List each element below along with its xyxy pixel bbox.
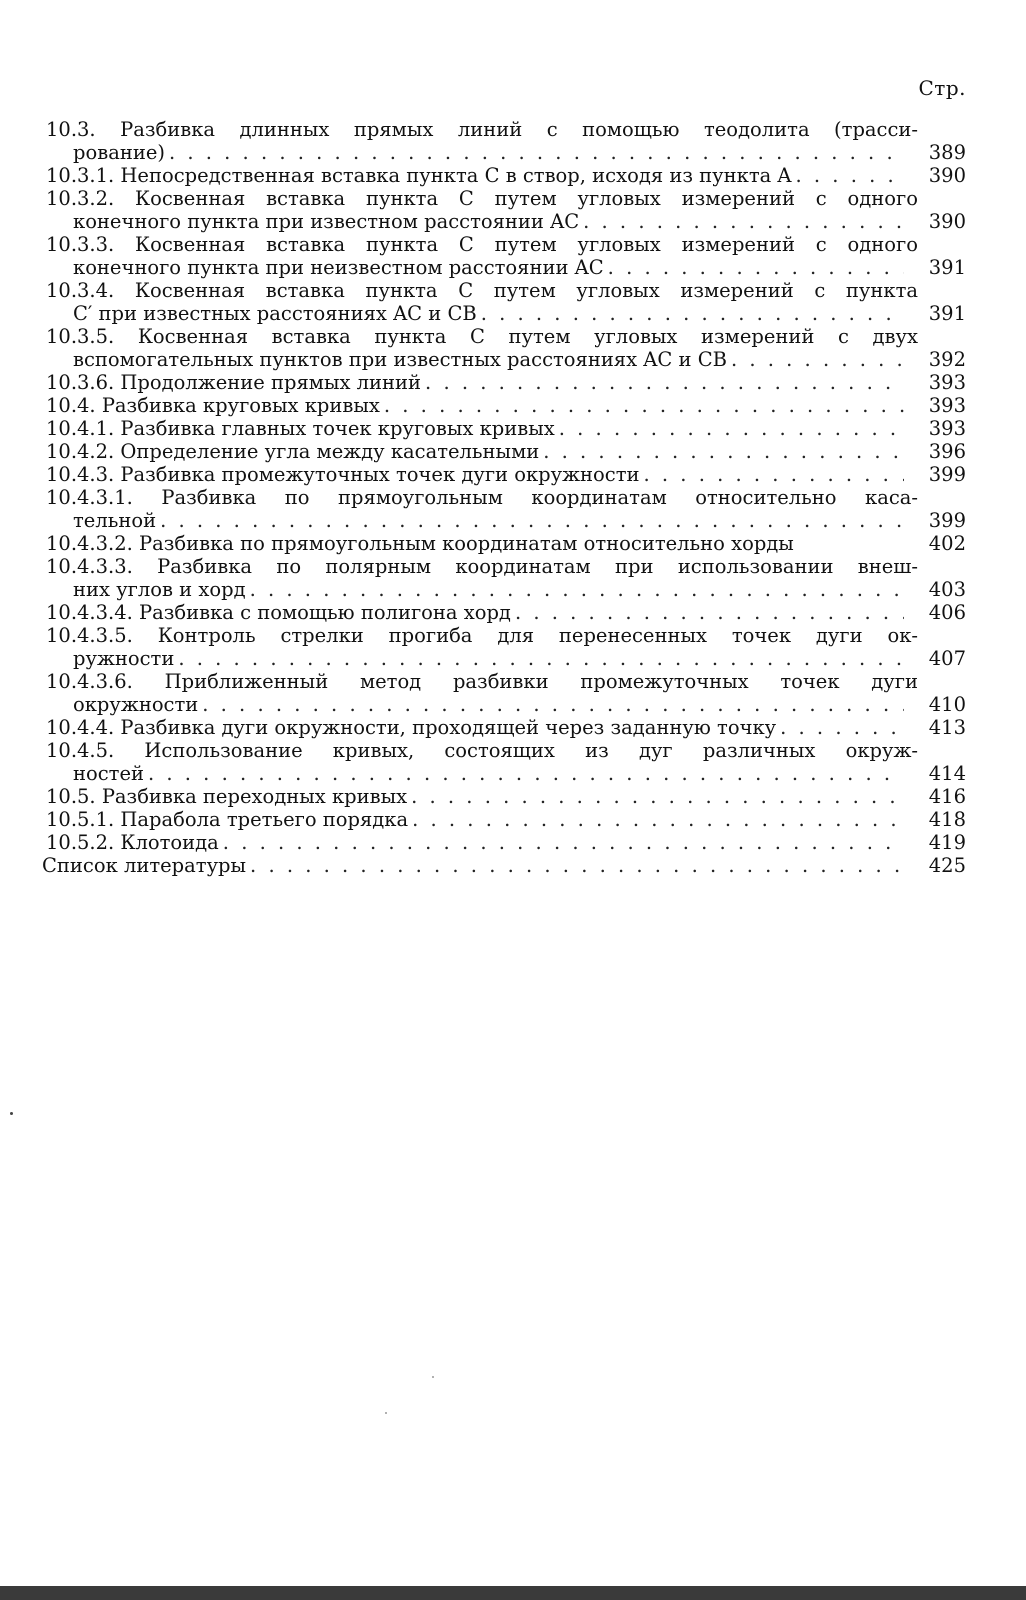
stray-mark (10, 1112, 13, 1115)
toc-entry-title-line: 10.3.2. Косвенная вставка пункта C путем угловых измерений с одного (46, 187, 918, 210)
scan-bottom-border (0, 1586, 1026, 1600)
toc-entry-page-number: 419 (928, 831, 966, 854)
toc-entry-title: окружности (73, 693, 199, 716)
toc-entry-title: ружности (73, 647, 175, 670)
toc-entry-title-line: 10.4.3.1. Разбивка по прямоугольным координатам относительно каса- (46, 486, 918, 509)
toc-entry-page-number: 413 (928, 716, 966, 739)
toc-entry-page-number: 406 (928, 601, 966, 624)
toc-entry-title: 10.4.3.4. Разбивка с помощью полигона хорд (46, 601, 511, 624)
toc-entry-page-number: 396 (928, 440, 966, 463)
toc-entry (46, 463, 966, 486)
toc-entry (46, 440, 966, 463)
toc-entry-title: 10.3.6. Продолжение прямых линий (46, 371, 422, 394)
toc-entry-page-number: 391 (928, 302, 966, 325)
toc-entry (46, 118, 966, 164)
dot-leader (481, 302, 904, 325)
toc-entry (46, 394, 966, 417)
toc-entry-title: них углов и хорд (73, 578, 246, 601)
dot-leader (731, 348, 904, 371)
toc-entry-page-number: 393 (928, 394, 966, 417)
dot-leader (412, 808, 904, 831)
toc-entry-page-number: 407 (928, 647, 966, 670)
toc-entry-page-number: 414 (928, 762, 966, 785)
toc-entry-page-number: 390 (928, 210, 966, 233)
toc-entry (46, 486, 966, 532)
toc-entry (46, 831, 966, 854)
dot-leader (178, 647, 904, 670)
toc-entry-page-number: 389 (928, 141, 966, 164)
page-column-header: Стр. (918, 76, 966, 100)
toc-entry-title-line: 10.4.3.3. Разбивка по полярным координатам при использовании внеш- (46, 555, 918, 578)
table-of-contents (42, 118, 966, 877)
toc-entry-title-line: 10.4.5. Использование кривых, состоящих из дуг различных окруж- (46, 739, 918, 762)
toc-entry (46, 233, 966, 279)
dot-leader (543, 440, 904, 463)
dot-leader (202, 693, 904, 716)
dot-leader (384, 394, 904, 417)
toc-entry (46, 325, 966, 371)
toc-entry-title: 10.3.1. Непосредственная вставка пункта C в створ, исходя из пункта A (46, 164, 792, 187)
toc-entry (46, 739, 966, 785)
toc-entry-title: 10.4.3.2. Разбивка по прямоугольным координатам относительно хорды (46, 532, 794, 555)
toc-entry-title: 10.5. Разбивка переходных кривых (46, 785, 408, 808)
toc-entry-title: C′ при известных расстояниях AC и CB (73, 302, 477, 325)
stray-mark (385, 1412, 387, 1414)
toc-entry (46, 164, 966, 187)
toc-entry-title: 10.4.2. Определение угла между касательными (46, 440, 540, 463)
dot-leader (223, 831, 904, 854)
toc-entry-page-number: 425 (928, 854, 966, 877)
toc-entry-page-number: 403 (928, 578, 966, 601)
toc-entry-title-line: 10.4.3.6. Приближенный метод разбивки промежуточных точек дуги (46, 670, 918, 693)
toc-entry-title-line: 10.3.4. Косвенная вставка пункта C путем угловых измерений с пункта (46, 279, 918, 302)
toc-entry-page-number: 392 (928, 348, 966, 371)
toc-entry-title: конечного пункта при известном расстоянии AC (73, 210, 580, 233)
dot-leader (559, 417, 904, 440)
toc-entry (46, 601, 966, 624)
dot-leader (425, 371, 904, 394)
dot-leader (608, 256, 904, 279)
toc-entry-title-line: 10.3. Разбивка длинных прямых линий с помощью теодолита (трасси- (46, 118, 918, 141)
toc-entry (46, 279, 966, 325)
toc-entry (46, 716, 966, 739)
dot-leader (148, 762, 904, 785)
toc-entry-page-number: 393 (928, 371, 966, 394)
toc-entry (46, 624, 966, 670)
toc-entry-title: Список литературы (42, 854, 247, 877)
toc-entry-title: 10.5.2. Клотоида (46, 831, 219, 854)
toc-entry-title-line: 10.3.5. Косвенная вставка пункта C путем угловых измерений с двух (46, 325, 918, 348)
dot-leader (780, 716, 904, 739)
toc-entry-title: конечного пункта при неизвестном расстоянии AC (73, 256, 604, 279)
toc-entry-page-number: 410 (928, 693, 966, 716)
toc-entry-title: 10.4.3. Разбивка промежуточных точек дуги окружности (46, 463, 640, 486)
toc-entry-title: 10.4.4. Разбивка дуги окружности, проходящей через заданную точку (46, 716, 777, 739)
dot-leader (250, 854, 904, 877)
toc-entry-page-number: 418 (928, 808, 966, 831)
toc-entry-page-number: 416 (928, 785, 966, 808)
dot-leader (160, 509, 904, 532)
toc-entry-page-number: 399 (928, 509, 966, 532)
toc-entry-page-number: 402 (928, 532, 966, 555)
dot-leader (411, 785, 904, 808)
dot-leader (250, 578, 904, 601)
toc-entry-title: 10.4. Разбивка круговых кривых (46, 394, 380, 417)
stray-mark (432, 1376, 434, 1378)
dot-leader (583, 210, 904, 233)
toc-entry (46, 808, 966, 831)
toc-entry-title: вспомогательных пунктов при известных расстояниях AC и CB (73, 348, 727, 371)
toc-entry-title: рование) (73, 141, 165, 164)
toc-entry-title: тельной (73, 509, 157, 532)
toc-entry-title-line: 10.3.3. Косвенная вставка пункта C путем угловых измерений с одного (46, 233, 918, 256)
toc-entry-page-number: 390 (928, 164, 966, 187)
toc-entry-page-number: 399 (928, 463, 966, 486)
toc-entry (46, 187, 966, 233)
toc-entry-title: 10.4.1. Разбивка главных точек круговых кривых (46, 417, 555, 440)
toc-entry-page-number: 391 (928, 256, 966, 279)
toc-entry (46, 670, 966, 716)
toc-entry-page-number: 393 (928, 417, 966, 440)
dot-leader (796, 164, 904, 187)
toc-entry-title: ностей (73, 762, 144, 785)
toc-entry (46, 417, 966, 440)
toc-entry-title-line: 10.4.3.5. Контроль стрелки прогиба для перенесенных точек дуги ок- (46, 624, 918, 647)
toc-entry (46, 532, 966, 555)
dot-leader (515, 601, 904, 624)
toc-entry (42, 854, 966, 877)
toc-entry-title: 10.5.1. Парабола третьего порядка (46, 808, 409, 831)
dot-leader (169, 141, 904, 164)
toc-entry (46, 371, 966, 394)
toc-entry (46, 555, 966, 601)
toc-entry (46, 785, 966, 808)
dot-leader (644, 463, 904, 486)
